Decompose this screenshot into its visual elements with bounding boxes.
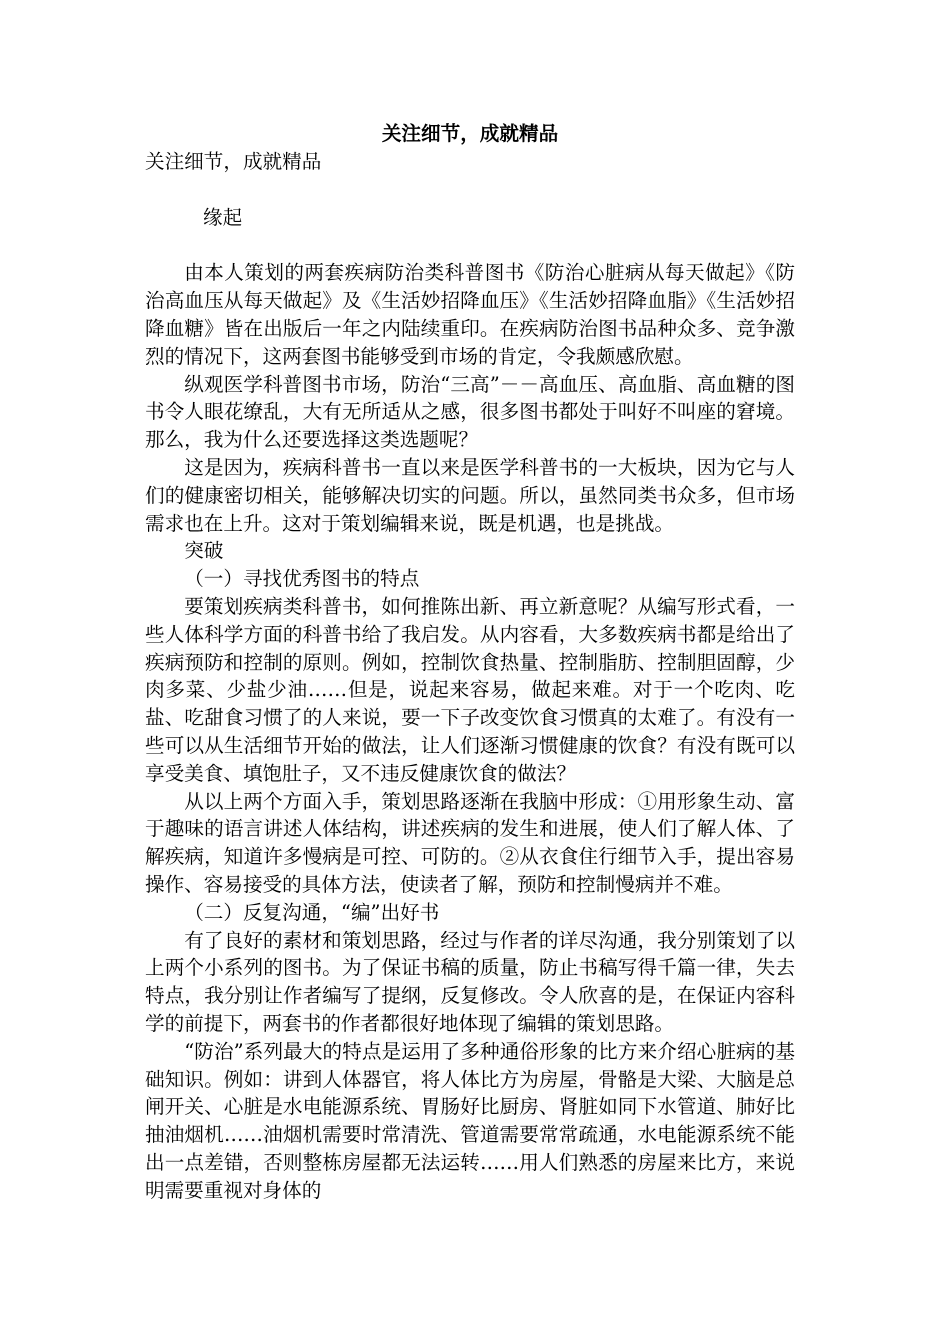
paragraph: 有了良好的素材和策划思路，经过与作者的详尽沟通，我分别策划了以上两个小系列的图书。为了保证书稿的质量，防止书稿写得千篇一律，失去特点，我分别让作者编写了提纲，反复修改。令人欣喜的是，在保证内容科学的前提下，两套书的作者都很好地体现了编辑的策划思路。 xyxy=(145,928,795,1035)
paragraph: 从以上两个方面入手，策划思路逐渐在我脑中形成：①用形象生动、富于趣味的语言讲述人体结构，讲述疾病的发生和进展，使人们了解人体、了解疾病，知道许多慢病是可控、可防的。②从衣食住行细节入手，提出容易操作、容易接受的具体方法，使读者了解，预防和控制慢病并不难。 xyxy=(145,789,795,896)
document-title: 关注细节，成就精品 xyxy=(381,122,559,145)
spacer xyxy=(145,176,795,204)
spacer xyxy=(145,231,795,259)
paragraph: 纵观医学科普图书市场，防治“三高”－－高血压、高血脂、高血糖的图书令人眼花缭乱，大有无所适从之感，很多图书都处于叫好不叫座的窘境。那么，我为什么还要选择这类选题呢？ xyxy=(145,372,795,452)
paragraph: “防治”系列最大的特点是运用了多种通俗形象的比方来介绍心脏病的基础知识。例如：讲到人体器官，将人体比方为房屋，骨骼是大梁、大脑是总闸开关、心脏是水电能源系统、胃肠好比厨房、肾脏如同下水管道、肺好比抽油烟机……油烟机需要时常清洗、管道需要常常疏通，水电能源系统不能出一点差错，否则整栋房屋都无法运转……用人们熟悉的房屋来比方，来说明需要重视对身体的 xyxy=(145,1039,795,1202)
paragraph: 要策划疾病类科普书，如何推陈出新、再立新意呢？从编写形式看，一些人体科学方面的科普书给了我启发。从内容看，大多数疾病书都是给出了疾病预防和控制的原则。例如，控制饮食热量、控制脂肪、控制胆固醇，少肉多菜、少盐少油……但是，说起来容易，做起来难。对于一个吃肉、吃盐、吃甜食习惯了的人来说，要一下子改变饮食习惯真的太难了。有没有一些可以从生活细节开始的做法，让人们逐渐习惯健康的饮食？有没有既可以享受美食、填饱肚子，又不违反健康饮食的做法？ xyxy=(145,594,795,785)
document-subtitle: 关注细节，成就精品 xyxy=(145,149,322,173)
section-heading-origin: 缘起 xyxy=(203,205,243,229)
section-heading-breakthrough: 突破 xyxy=(184,539,224,563)
subsection-heading-1: （一）寻找优秀图书的特点 xyxy=(184,567,420,591)
document-page xyxy=(145,120,795,1204)
paragraph: 这是因为，疾病科普书一直以来是医学科普书的一大板块，因为它与人们的健康密切相关，能够解决切实的问题。所以，虽然同类书众多，但市场需求也在上升。这对于策划编辑来说，既是机遇，也是挑战。 xyxy=(145,455,795,535)
subsection-heading-2: （二）反复沟通，“编”出好书 xyxy=(184,900,440,924)
paragraph: 由本人策划的两套疾病防治类科普图书《防治心脏病从每天做起》《防治高血压从每天做起》及《生活妙招降血压》《生活妙招降血脂》《生活妙招降血糖》皆在出版后一年之内陆续重印。在疾病防治图书品种众多、竞争激烈的情况下，这两套图书能够受到市场的肯定，令我颇感欣慰。 xyxy=(145,261,795,368)
